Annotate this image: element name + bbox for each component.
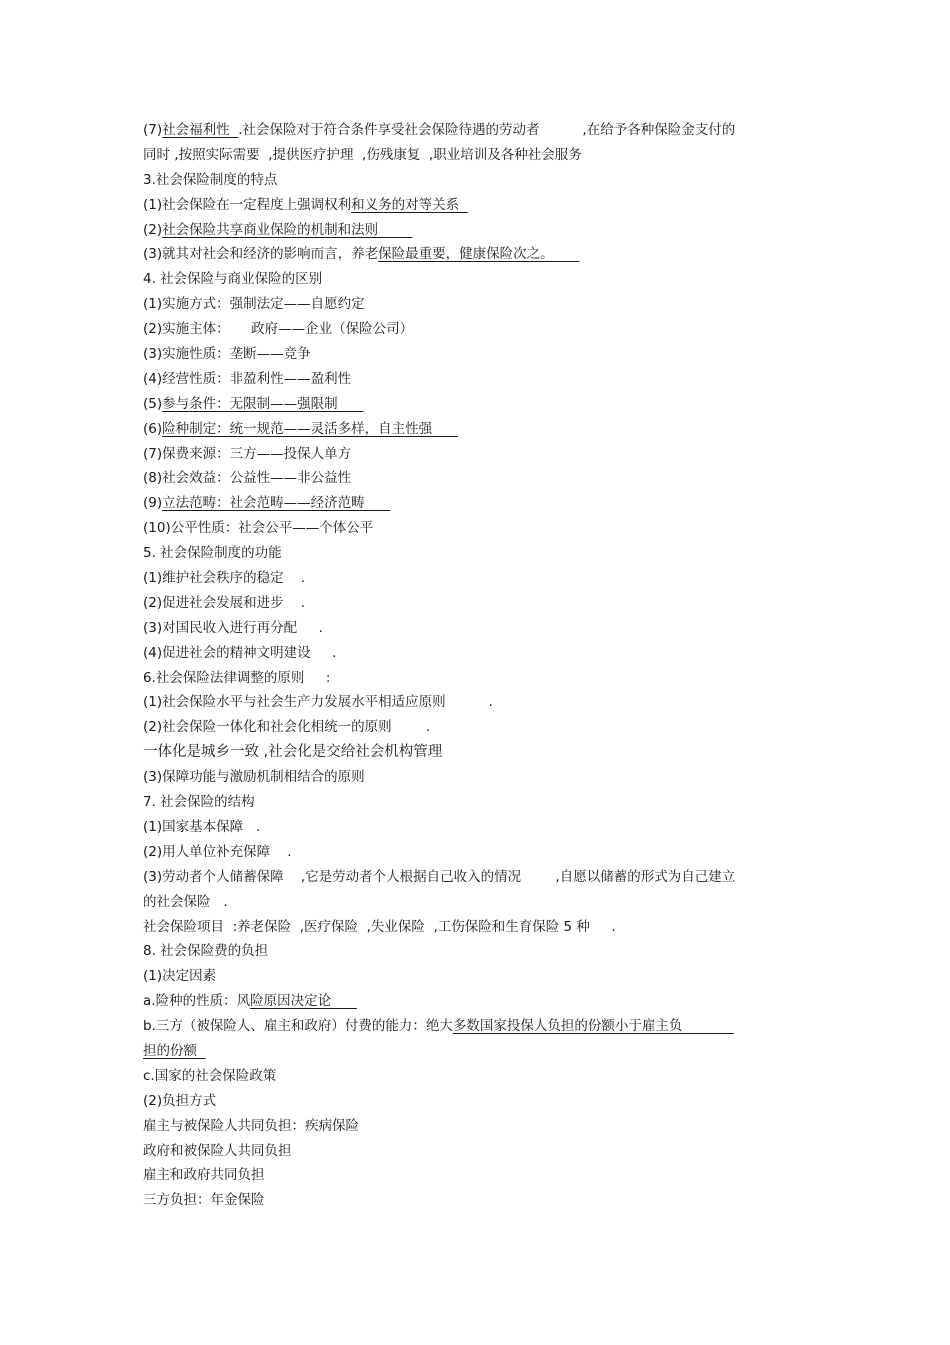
text-segment: 雇主和政府共同负担 (143, 1167, 265, 1184)
text-line (143, 242, 823, 267)
text-segment: (1)国家基本保障 . (143, 818, 261, 835)
text-segment: (4)经营性质：非盈利性——盈利性 (143, 370, 352, 387)
text-line (143, 765, 823, 790)
text-segment: (7)保费来源：三方——投保人单方 (143, 445, 352, 462)
underlined-text: 立法范畴：社会范畴——经济范畴 (162, 495, 391, 512)
text-segment: 8. 社会保险费的负担 (143, 943, 269, 960)
text-segment: 6.社会保险法律调整的原则 : (143, 669, 331, 686)
text-segment: 3.社会保险制度的特点 (143, 171, 278, 188)
text-line (143, 616, 823, 641)
text-segment: (1)决定因素 (143, 968, 217, 985)
text-segment: 三方负担：年金保险 (143, 1192, 265, 1209)
text-line (143, 865, 823, 890)
text-line (143, 442, 823, 467)
text-line (143, 1039, 823, 1064)
text-segment: (9) (143, 495, 163, 512)
text-segment: 5. 社会保险制度的功能 (143, 545, 282, 562)
text-line (143, 516, 823, 541)
text-line (143, 840, 823, 865)
text-segment: (2)社会保险一体化和社会化相统一的原则 . (143, 719, 431, 736)
underlined-text: 担的份额 (143, 1042, 206, 1059)
text-line (143, 989, 823, 1014)
text-segment: (3)实施性质：垄断——竞争 (143, 346, 311, 363)
text-line (143, 367, 823, 392)
underlined-text: 参与条件：无限制——强限制 (162, 395, 364, 412)
text-segment: (1)维护社会秩序的稳定 . (143, 570, 306, 587)
text-segment: (1)社会保险在一定程度上强调权利 (143, 196, 352, 213)
underlined-text: 保险最重要，健康保险次之。 (378, 246, 580, 263)
text-line (143, 1089, 823, 1114)
text-segment: b.三方（被保险人、雇主和政府）付费的能力：绝大 (143, 1018, 453, 1035)
text-line (143, 392, 823, 417)
text-line (143, 342, 823, 367)
text-segment: 一体化是城乡一致 ,社会化是交给社会机构管理 (143, 744, 443, 761)
text-line (143, 193, 823, 218)
text-segment: 雇主与被保险人共同负担：疾病保险 (143, 1117, 359, 1134)
underlined-text: 险原因决定论 (250, 993, 357, 1010)
text-segment: (2)实施主体： 政府——企业（保险公司） (143, 321, 414, 338)
text-line (143, 740, 823, 765)
text-segment: .社会保险对于符合条件享受社会保险待遇的劳动者 ,在给予各种保险金支付的 (238, 122, 736, 138)
text-line (143, 491, 823, 516)
text-line (143, 690, 823, 715)
text-line (143, 1188, 823, 1213)
text-line (143, 715, 823, 740)
text-line (143, 1014, 823, 1039)
text-segment: (4)促进社会的精神文明建设 . (143, 644, 337, 661)
text-segment: (6) (143, 420, 163, 437)
text-line (143, 218, 823, 243)
text-segment: (8)社会效益：公益性——非公益性 (143, 470, 352, 487)
text-line (143, 1114, 823, 1139)
text-line (143, 417, 823, 442)
text-segment: 社会保险项目 :养老保险 ,医疗保险 ,失业保险 ,工伤保险和生育保险 5 种 . (143, 918, 616, 935)
text-segment: (5) (143, 395, 163, 412)
underlined-text: 和义务的对等关系 (351, 196, 468, 213)
text-segment: 4. 社会保险与商业保险的区别 (143, 271, 323, 288)
text-line (143, 118, 823, 143)
text-line (143, 143, 823, 168)
text-line (143, 890, 823, 915)
text-line (143, 939, 823, 964)
text-line (143, 267, 823, 292)
text-segment: (1)社会保险水平与社会生产力发展水平相适应原则 . (143, 694, 493, 711)
text-segment: c.国家的社会保险政策 (143, 1067, 277, 1084)
text-line (143, 915, 823, 940)
text-line (143, 591, 823, 616)
text-line (143, 168, 823, 193)
text-segment: (2)负担方式 (143, 1092, 217, 1109)
underlined-text: 多数国家投保人负担的份额小于雇主负 (452, 1018, 734, 1035)
underlined-text: 社会保险共享商业保险的机制和法则 (162, 221, 413, 238)
text-segment: (3)对国民收入进行再分配 . (143, 619, 323, 636)
text-line (143, 790, 823, 815)
text-segment: (2)用人单位补充保障 . (143, 843, 292, 860)
text-segment: (2) (143, 221, 163, 238)
text-segment: 政府和被保险人共同负担 (143, 1142, 292, 1159)
text-line (143, 317, 823, 342)
document-body (143, 118, 823, 1213)
text-segment: (10)公平性质：社会公平——个体公平 (143, 520, 374, 537)
text-line (143, 964, 823, 989)
underlined-text: 社会福利性 (162, 122, 239, 138)
text-segment: (3)就其对社会和经济的影响而言，养老 (143, 246, 379, 263)
text-line (143, 1139, 823, 1164)
text-line (143, 292, 823, 317)
text-segment: (3)劳动者个人储蓄保障 ,它是劳动者个人根据自己收入的情况 ,自愿以储蓄的形式为自己建立 (143, 868, 736, 885)
text-line (143, 1163, 823, 1188)
text-line (143, 815, 823, 840)
text-segment: (3)保障功能与激励机制相结合的原则 (143, 769, 365, 786)
text-segment: a.险种的性质：风 (143, 993, 251, 1010)
text-line (143, 1064, 823, 1089)
text-segment: 的社会保险 . (143, 893, 228, 910)
text-line (143, 566, 823, 591)
text-line (143, 466, 823, 491)
text-segment: (2)促进社会发展和进步 . (143, 594, 306, 611)
text-line (143, 541, 823, 566)
text-segment: (7) (143, 122, 163, 138)
text-line (143, 641, 823, 666)
text-segment: (1)实施方式：强制法定——自愿约定 (143, 296, 365, 313)
text-segment: 7. 社会保险的结构 (143, 794, 255, 811)
text-segment: 同时 ,按照实际需要 ,提供医疗护理 ,伤残康复 ,职业培训及各种社会服务 (143, 146, 582, 163)
underlined-text: 险种制定：统一规范——灵活多样，自主性强 (162, 420, 458, 437)
text-line (143, 666, 823, 691)
